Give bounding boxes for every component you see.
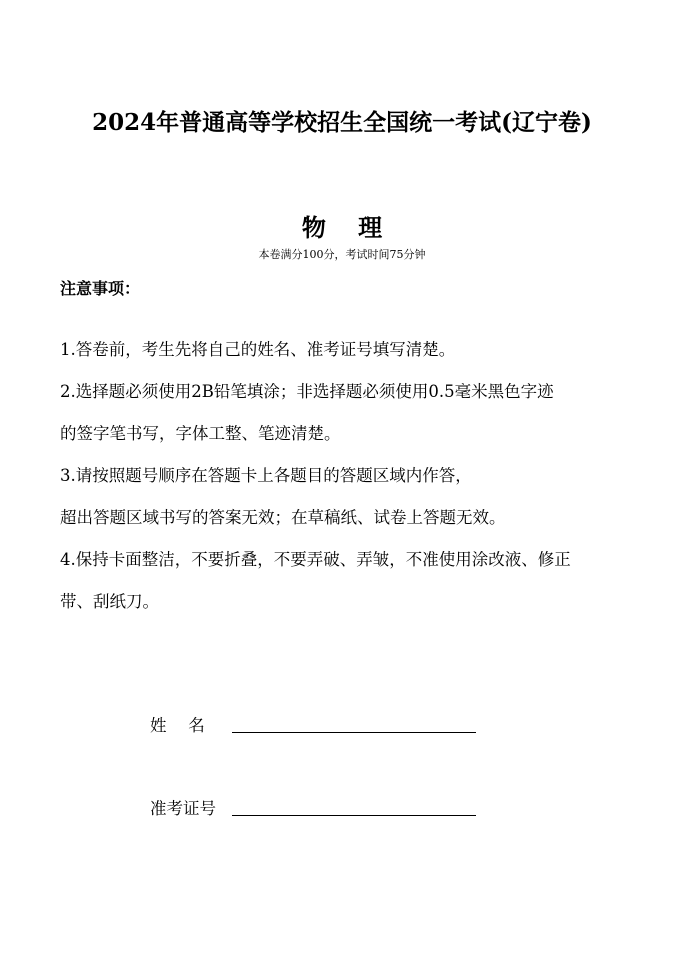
subject-title: 物 理 (301, 213, 383, 242)
instruction-line: 2.选择题必须使用2B铅笔填涂；非选择题必须使用0.5毫米黑色字迹 (60, 382, 554, 401)
instruction-line: 4.保持卡面整洁，不要折叠，不要弄破、弄皱，不准使用涂改液、修正 (60, 550, 571, 569)
instruction-line: 带、刮纸刀。 (60, 592, 159, 611)
instruction-line: 1.答卷前，考生先将自己的姓名、准考证号填写清楚。 (60, 340, 456, 359)
notice-heading: 注意事项： (60, 279, 141, 298)
instruction-line: 3.请按照题号顺序在答题卡上各题目的答题区域内作答， (60, 466, 472, 485)
name-label: 姓 名 (150, 716, 205, 735)
instruction-line: 的签字笔书写，字体工整、笔迹清楚。 (60, 424, 341, 443)
exam-id-blank-line[interactable] (232, 797, 476, 816)
exam-id-field (150, 795, 476, 819)
instructions-block (60, 337, 640, 631)
name-field (150, 712, 476, 736)
exam-meta: 本卷满分100分，考试时间75分钟 (258, 248, 426, 261)
instruction-line: 超出答题区域书写的答案无效；在草稿纸、试卷上答题无效。 (60, 508, 506, 527)
exam-title: 2024年普通高等学校招生全国统一考试(辽宁卷) (92, 109, 592, 136)
name-blank-line[interactable] (232, 714, 476, 733)
exam-id-label: 准考证号 (150, 799, 216, 818)
